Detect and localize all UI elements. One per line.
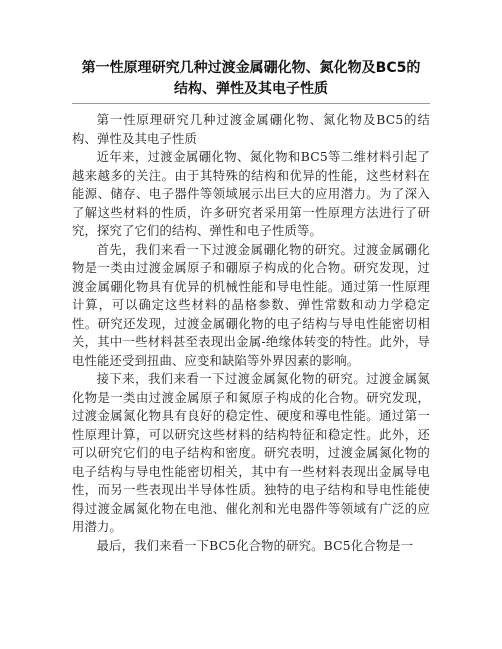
document-title bbox=[62, 58, 440, 100]
paragraph-bc5: 最后，我们来看一下BC5化合物的研究。BC5化合物是一 bbox=[96, 538, 414, 553]
title-line-2: 结构、弹性及其电子性质 bbox=[174, 81, 328, 97]
title-line-1: 第一性原理研究几种过渡金属硼化物、氮化物及BC5的 bbox=[81, 60, 421, 76]
document-body bbox=[72, 111, 430, 555]
paragraph-restated-title: 第一性原理研究几种过渡金属硼化物、氮化物及BC5的结构、弹性及其电子性质 bbox=[72, 113, 430, 146]
paragraph-introduction: 近年来，过渡金属硼化物、氮化物和BC5等二维材料引起了越来越多的关注。由于其特殊的结构和优异的性能，这些材料在能源、储存、电子器件等领域展示出巨大的应用潜力。为了深入了解这些材料的性质，许多研究者采用第一性原理方法进行了研究，探究了它们的结构、弹性和电子性质等。 bbox=[72, 150, 430, 238]
title-divider bbox=[72, 103, 430, 104]
paragraph-borides: 首先，我们来看一下过渡金属硼化物的研究。过渡金属硼化物是一类由过渡金属原子和硼原子构成的化合物。研究发现，过渡金属硼化物具有优异的机械性能和导电性能。通过第一性原理计算，可以确定这些材料的晶格参数、弹性常数和动力学稳定性。研究还发现，过渡金属硼化物的电子结构与导电性能密切相关，其中一些材料甚至表现出金属-绝缘体转变的特性。此外，导电性能还受到扭曲、应变和缺陷等外界因素的影响。 bbox=[72, 242, 430, 368]
paragraph-nitrides: 接下来，我们来看一下过渡金属氮化物的研究。过渡金属氮化物是一类由过渡金属原子和氮原子构成的化合物。研究发现，过渡金属氮化物具有良好的稳定性、硬度和導电性能。通过第一性原理计算，可以研究这些材料的结构特征和稳定性。此外，还可以研究它们的电子结构和密度。研究表明，过渡金属氮化物的电子结构与导电性能密切相关，其中有一些材料表现出金属导电性，而另一些表现出半导体性质。独特的电子结构和导电性能使得过渡金属氮化物在电池、催化剂和光电器件等领域有广泛的应用潜力。 bbox=[72, 372, 430, 534]
